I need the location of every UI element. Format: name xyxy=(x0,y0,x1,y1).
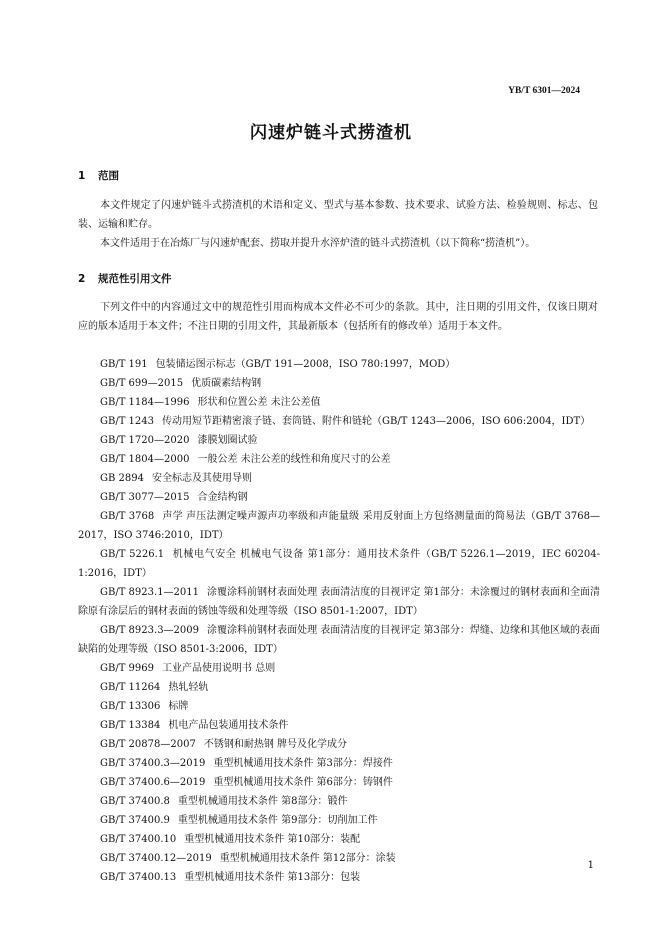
reference-title: 重型机械通用技术条件 第12部分：涂装 xyxy=(219,853,396,864)
reference-item xyxy=(78,716,600,735)
reference-item xyxy=(78,849,600,868)
reference-code: GB/T 1720—2020 xyxy=(100,435,190,446)
reference-code: GB/T 37400.12—2019 xyxy=(100,853,212,864)
reference-item xyxy=(78,545,600,583)
reference-title: 传动用短节距精密滚子链、套筒链、附件和链轮（GB/T 1243—2006，ISO 606:2004，IDT） xyxy=(162,416,591,427)
reference-code: GB/T 37400.6—2019 xyxy=(100,777,206,788)
reference-code: GB/T 3768 xyxy=(100,511,155,522)
reference-code: GB/T 13306 xyxy=(100,701,161,712)
reference-item xyxy=(78,659,600,678)
reference-item xyxy=(78,621,600,659)
reference-item xyxy=(78,450,600,469)
reference-title: 安全标志及其使用导则 xyxy=(151,473,252,484)
reference-title: 漆膜划圈试验 xyxy=(197,435,258,446)
reference-item xyxy=(78,773,600,792)
reference-title: 重型机械通用技术条件 第9部分：切削加工件 xyxy=(177,815,378,826)
reference-code: GB/T 191 xyxy=(100,359,148,370)
reference-title: 重型机械通用技术条件 第6部分：铸钢件 xyxy=(213,777,393,788)
reference-code: GB/T 37400.3—2019 xyxy=(100,758,206,769)
reference-code: GB/T 1804—2000 xyxy=(100,454,190,465)
reference-code: GB/T 37400.9 xyxy=(100,815,170,826)
reference-item xyxy=(78,868,600,887)
reference-list xyxy=(78,355,600,887)
reference-code: GB/T 1243 xyxy=(100,416,155,427)
section-heading-references xyxy=(78,271,172,286)
reference-item xyxy=(78,412,600,431)
reference-title: 工业产品使用说明书 总则 xyxy=(162,663,276,674)
section-heading-scope xyxy=(78,168,119,183)
reference-code: GB/T 1184—1996 xyxy=(100,397,190,408)
section-title: 规范性引用文件 xyxy=(98,273,172,285)
references-intro-paragraph: 下列文件中的内容通过文中的规范性引用而构成本文件必不可少的条款。其中，注日期的引用文件，仅该日期对应的版本适用于本文件；不注日期的引用文件，其最新版本（包括所有的修改单）适用于本文件。 xyxy=(78,302,598,332)
scope-paragraph-1: 本文件规定了闪速炉链斗式捞渣机的术语和定义、型式与基本参数、技术要求、试验方法、检验规则、标志、包装、运输和贮存。 xyxy=(78,200,598,230)
reference-code: GB/T 37400.10 xyxy=(100,834,177,845)
reference-title: 重型机械通用技术条件 第8部分：锻件 xyxy=(177,796,348,807)
reference-code: GB 2894 xyxy=(100,473,144,484)
reference-item xyxy=(78,697,600,716)
reference-item xyxy=(78,830,600,849)
reference-item xyxy=(78,469,600,488)
reference-item xyxy=(78,792,600,811)
reference-title: 重型机械通用技术条件 第13部分：包装 xyxy=(184,872,361,883)
reference-item xyxy=(78,393,600,412)
reference-title: 重型机械通用技术条件 第10部分：装配 xyxy=(184,834,361,845)
reference-code: GB/T 20878—2007 xyxy=(100,739,196,750)
reference-title: 重型机械通用技术条件 第3部分：焊接件 xyxy=(213,758,393,769)
reference-code: GB/T 9969 xyxy=(100,663,155,674)
reference-title: 涂覆涂料前钢材表面处理 表面清洁度的目视评定 第3部分：焊缝、边缘和其他区域的表面缺陷的处理等级（ISO 8501-3:2006，IDT） xyxy=(78,625,600,655)
reference-title: 优质碳素结构钢 xyxy=(191,378,262,389)
reference-title: 涂覆涂料前钢材表面处理 表面清洁度的目视评定 第1部分：未涂覆过的钢材表面和全面清除原有涂层后的钢材表面的锈蚀等级和处理等级（ISO 8501-1:2007，IDT） xyxy=(78,587,600,617)
section-number: 2 xyxy=(78,273,86,285)
section-number: 1 xyxy=(78,170,86,182)
reference-title: 声学 声压法测定噪声源声功率级和声能量级 采用反射面上方包络测量面的简易法（GB/T 3768—2017，ISO 3746:2010，IDT） xyxy=(78,511,600,541)
reference-item xyxy=(78,374,600,393)
reference-item xyxy=(78,678,600,697)
reference-title: 形状和位置公差 未注公差值 xyxy=(197,397,321,408)
reference-code: GB/T 37400.8 xyxy=(100,796,170,807)
reference-code: GB/T 13384 xyxy=(100,720,161,731)
reference-code: GB/T 11264 xyxy=(100,682,161,693)
reference-code: GB/T 3077—2015 xyxy=(100,492,190,503)
standard-code: YB/T 6301—2024 xyxy=(508,86,580,96)
page-number: 1 xyxy=(587,860,594,871)
reference-item xyxy=(78,811,600,830)
reference-code: GB/T 699—2015 xyxy=(100,378,184,389)
reference-title: 热轧轻轨 xyxy=(168,682,209,693)
reference-title: 包装储运图示标志（GB/T 191—2008，ISO 780:1997，MOD） xyxy=(155,359,456,370)
scope-paragraph-2: 本文件适用于在冶炼厂与闪速炉配套、捞取并提升水淬炉渣的链斗式捞渣机（以下简称“捞渣机”）。 xyxy=(100,238,536,249)
reference-item xyxy=(78,583,600,621)
reference-title: 合金结构钢 xyxy=(197,492,248,503)
reference-item xyxy=(78,431,600,450)
reference-title: 机电产品包装通用技术条件 xyxy=(168,720,289,731)
reference-item xyxy=(78,735,600,754)
reference-title: 不锈钢和耐热钢 牌号及化学成分 xyxy=(203,739,348,750)
reference-code: GB/T 8923.3—2009 xyxy=(100,625,200,636)
document-title: 闪速炉链斗式捞渣机 xyxy=(250,123,412,143)
reference-code: GB/T 8923.1—2011 xyxy=(100,587,200,598)
reference-code: GB/T 37400.13 xyxy=(100,872,177,883)
reference-item xyxy=(78,754,600,773)
reference-title: 一般公差 未注公差的线性和角度尺寸的公差 xyxy=(197,454,391,465)
reference-item xyxy=(78,355,600,374)
reference-item xyxy=(78,507,600,545)
section-title: 范围 xyxy=(98,170,119,182)
reference-code: GB/T 5226.1 xyxy=(100,549,165,560)
reference-title: 机械电气安全 机械电气设备 第1部分：通用技术条件（GB/T 5226.1—2019，IEC 60204-1:2016，IDT） xyxy=(78,549,601,579)
reference-item xyxy=(78,488,600,507)
reference-title: 标牌 xyxy=(168,701,189,712)
